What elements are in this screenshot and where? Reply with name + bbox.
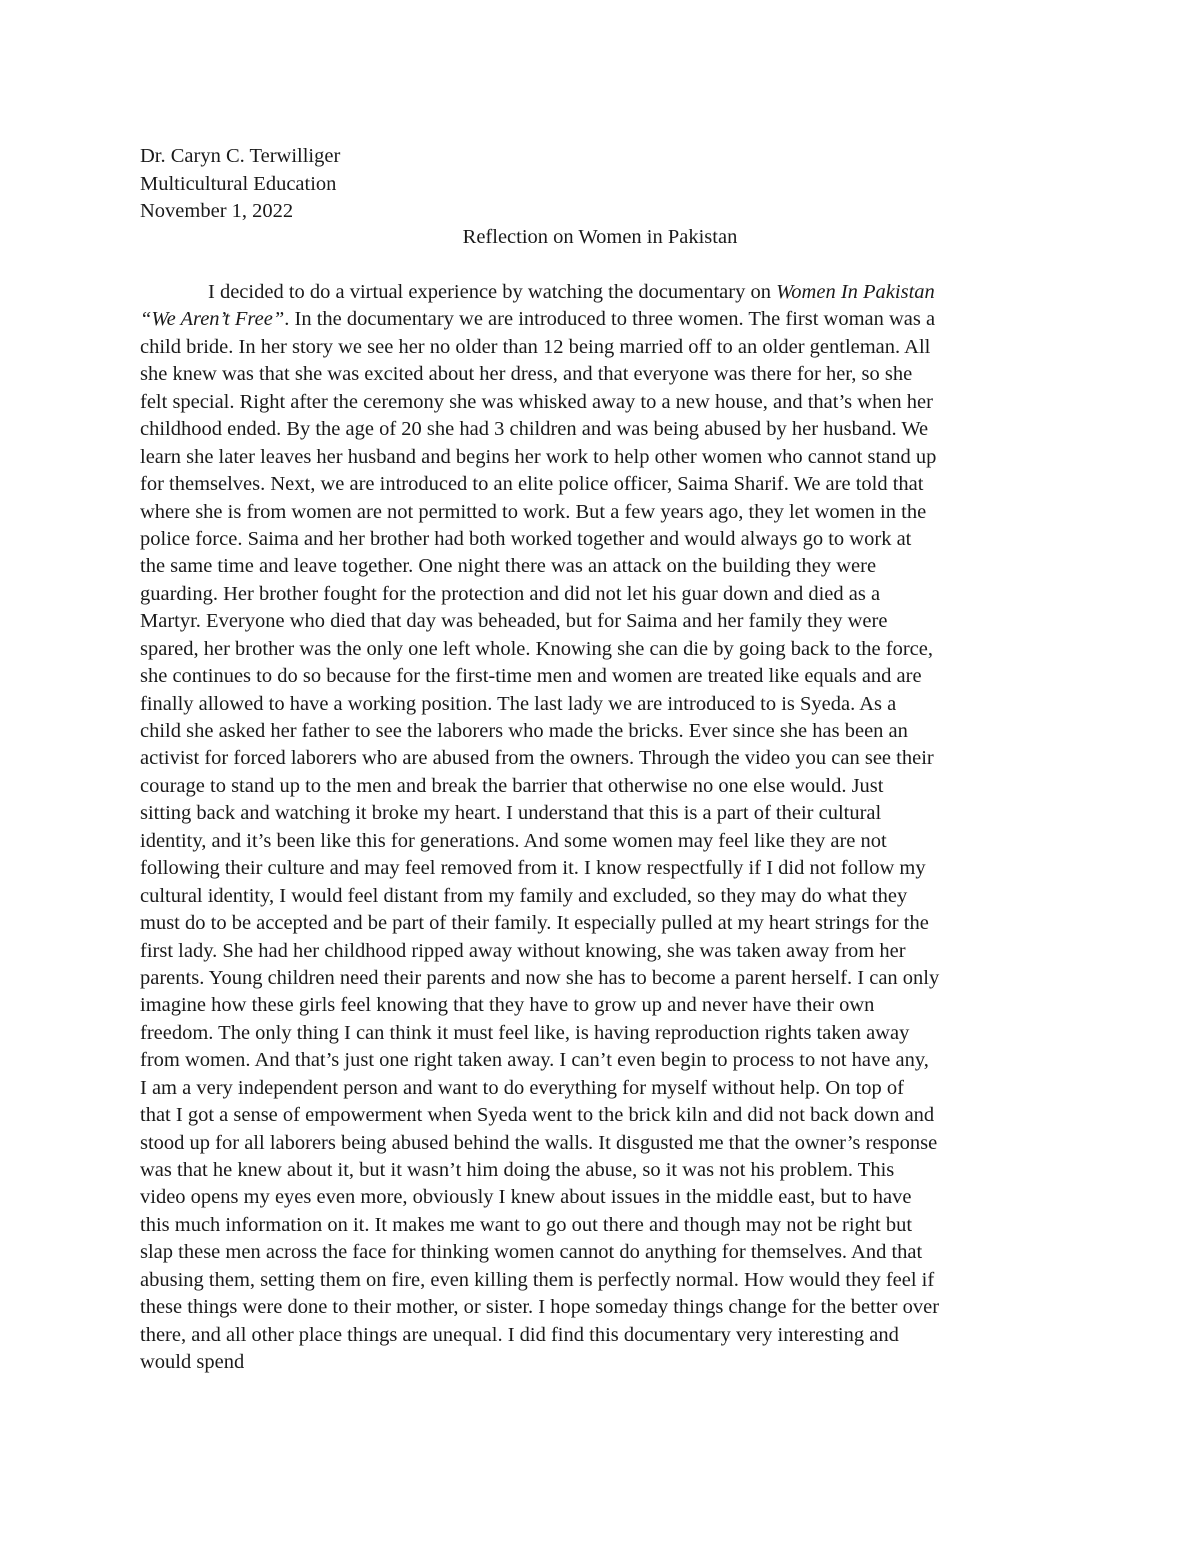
paragraph-line: abusing them, setting them on fire, even killing them is perfectly normal. How would they feel if [140, 1268, 935, 1291]
paragraph-line: for themselves. Next, we are introduced to an elite police officer, Saima Sharif. We are told that [140, 473, 924, 496]
paragraph-line: she knew was that she was excited about her dress, and that everyone was there for her, so she [140, 363, 913, 386]
paragraph-line [140, 306, 1080, 333]
paragraph-line: I am a very independent person and want to do everything for myself without help. On top of [140, 1076, 905, 1099]
documentary-title-italic: Women In Pakistan [776, 281, 935, 303]
document-title: Reflection on Women in Pakistan [462, 226, 738, 248]
paragraph-line: video opens my eyes even more, obviously I knew about issues in the middle east, but to have [140, 1186, 912, 1209]
paragraph-line: freedom. The only thing I can think it must feel like, is having reproduction rights taken away [140, 1021, 910, 1044]
paragraph-line: identity, and it’s been like this for generations. And some women may feel like they are not [140, 829, 887, 852]
paragraph-line: she continues to do so because for the first-time men and women are treated like equals and are [140, 665, 922, 688]
paragraph-line: first lady. She had her childhood ripped away without knowing, she was taken away from her [140, 939, 906, 962]
paragraph-line: following their culture and may feel removed from it. I know respectfully if I did not follow my [140, 857, 926, 880]
paragraph-line: learn she later leaves her husband and begins her work to help other women who cannot stand up [140, 445, 937, 468]
paragraph-line: finally allowed to have a working position. The last lady we are introduced to is Syeda. As a [140, 692, 897, 715]
paragraph-line: felt special. Right after the ceremony she was whisked away to a new house, and that’s when her [140, 390, 933, 413]
paragraph-line: parents. Young children need their parents and now she has to become a parent herself. I can only [140, 966, 940, 989]
course-name: Multicultural Education [140, 172, 337, 195]
paragraph-line: child bride. In her story we see her no older than 12 being married off to an older gentleman. All [140, 335, 931, 358]
paragraph-line: this much information on it. It makes me want to go out there and though may not be right but [140, 1213, 913, 1236]
paragraph-text: . In the documentary we are introduced to three women. The first woman was a [284, 308, 936, 331]
paragraph-line: police force. Saima and her brother had both worked together and would always go to work at [140, 527, 912, 550]
paragraph-line: imagine how these girls feel knowing that they have to grow up and never have their own [140, 994, 875, 1017]
paragraph-line: was that he knew about it, but it wasn’t him doing the abuse, so it was not his problem. This [140, 1159, 895, 1181]
paragraph-line: slap these men across the face for thinking women cannot do anything for themselves. And that [140, 1241, 923, 1264]
paragraph-line: sitting back and watching it broke my heart. I understand that this is a part of their cultural [140, 802, 882, 825]
paragraph-line: the same time and leave together. One night there was an attack on the building they were [140, 555, 877, 578]
paragraph-line: stood up for all laborers being abused behind the walls. It disgusted me that the owner’s response [140, 1131, 938, 1154]
paragraph-line: these things were done to their mother, or sister. I hope someday things change for the better over [140, 1296, 940, 1319]
paragraph-line: that I got a sense of empowerment when Syeda went to the brick kiln and did not back down and [140, 1104, 935, 1127]
paragraph-line: cultural identity, I would feel distant from my family and excluded, so they may do what they [140, 884, 908, 907]
professor-name: Dr. Caryn C. Terwilliger [140, 145, 341, 167]
paragraph-line: would spend [140, 1351, 245, 1374]
header-block [140, 143, 340, 226]
paragraph-line: activist for forced laborers who are abused from the owners. Through the video you can see their [140, 747, 934, 770]
documentary-subtitle-italic: “We Aren’t Free” [140, 308, 285, 331]
paragraph-line [140, 279, 1080, 306]
paragraph-line: from women. And that’s just one right taken away. I can’t even begin to process to not have any, [140, 1049, 929, 1072]
paragraph-line: child she asked her father to see the laborers who made the bricks. Ever since she has been an [140, 720, 908, 742]
paragraph-line: must do to be accepted and be part of their family. It especially pulled at my heart strings for the [140, 912, 929, 935]
paragraph-line: guarding. Her brother fought for the protection and did not let his guar down and died as a [140, 582, 881, 605]
paragraph-line: spared, her brother was the only one left whole. Knowing she can die by going back to the force, [140, 637, 933, 660]
paragraph-line: childhood ended. By the age of 20 she had 3 children and was being abused by her husband. We [140, 418, 929, 441]
paragraph-line: where she is from women are not permitted to work. But a few years ago, they let women in the [140, 500, 927, 523]
body-paragraph [140, 279, 1080, 1377]
paragraph-lead-text: I decided to do a virtual experience by watching the documentary on [208, 281, 777, 303]
paragraph-line: Martyr. Everyone who died that day was beheaded, but for Saima and her family they were [140, 610, 888, 633]
paragraph-line: there, and all other place things are unequal. I did find this documentary very interesting and [140, 1323, 899, 1346]
document-date: November 1, 2022 [140, 200, 294, 222]
paragraph-line: courage to stand up to the men and break the barrier that otherwise no one else would. Just [140, 774, 884, 797]
